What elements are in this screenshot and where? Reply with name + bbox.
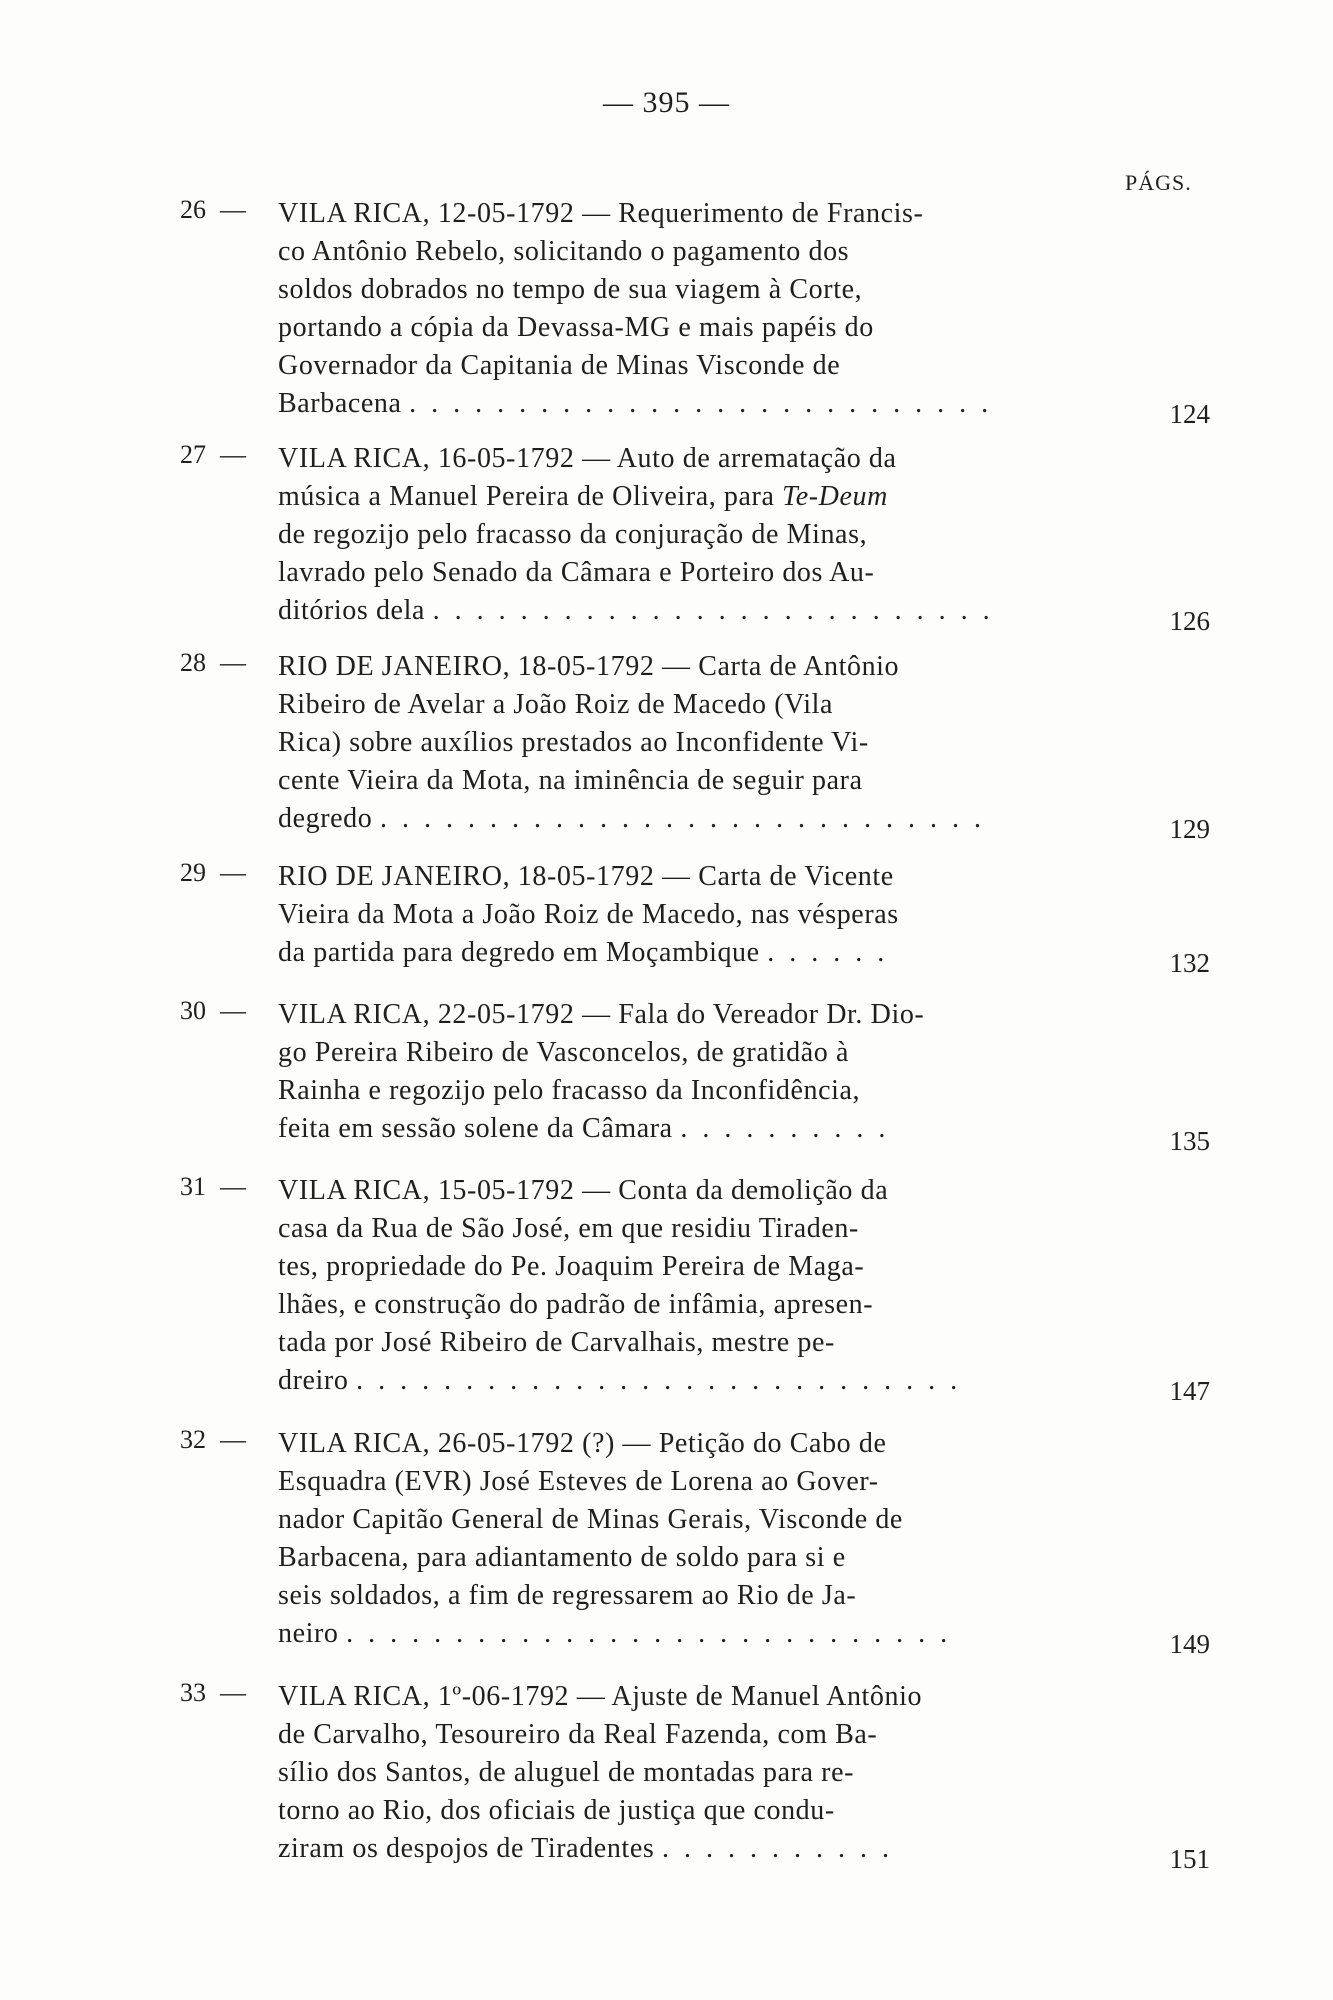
entry-line: Barbacena, para adiantamento de soldo para si e [278, 1542, 846, 1573]
entry-number: 33 [180, 1678, 206, 1707]
entry-page-number: 132 [1169, 948, 1210, 978]
entry-line: tada por José Ribeiro de Carvalhais, mestre pe- [278, 1327, 835, 1358]
entry-number: 32 [180, 1425, 206, 1454]
entry-description [278, 996, 1058, 1148]
entry-line: Vieira da Mota a João Roiz de Macedo, nas vésperas [278, 899, 899, 930]
entry-line: cente Vieira da Mota, na iminência de seguir para [278, 765, 863, 796]
entry-dash: — [220, 1172, 246, 1201]
leader-dots: . . . . . . . . . . . . . . . . . . . . . . . . . . . . [380, 803, 985, 834]
entry-line: Rainha e regozijo pelo fracasso da Inconfidência, [278, 1075, 861, 1106]
entry-page-number: 149 [1169, 1629, 1210, 1659]
entry-dash: — [220, 996, 246, 1025]
toc-entry [170, 195, 1210, 429]
pages-column-heading: PÁGS. [1125, 170, 1192, 195]
entry-line: de regozijo pelo fracasso da conjuração de Minas, [278, 519, 868, 550]
toc-entry [170, 1425, 1210, 1659]
leader-dots: . . . . . . . . . . . . . . . . . . . . . . . . . . . . [346, 1618, 952, 1649]
entry-dash: — [220, 858, 246, 887]
page-number: — 395 — [603, 86, 730, 119]
entry-line: Ribeiro de Avelar a João Roiz de Macedo (Vila [278, 689, 834, 720]
entry-page-number: 151 [1169, 1844, 1210, 1874]
entry-line: Rica) sobre auxílios prestados ao Inconfidente Vi- [278, 727, 869, 758]
entry-line: lhães, e construção do padrão de infâmia, apresen- [278, 1289, 874, 1320]
entry-number: 26 [180, 195, 206, 224]
entry-line: VILA RICA, 12-05-1792 — Requerimento de Francis- [278, 198, 924, 229]
entry-line: nador Capitão General de Minas Gerais, Visconde de [278, 1504, 903, 1535]
entry-description [278, 1172, 1058, 1400]
entry-line: RIO DE JANEIRO, 18-05-1792 — Carta de Vicente [278, 861, 894, 892]
entry-line-text: música a Manuel Pereira de Oliveira, para [278, 481, 783, 512]
entry-line: de Carvalho, Tesoureiro da Real Fazenda, com Ba- [278, 1719, 878, 1750]
entry-line: portando a cópia da Devassa-MG e mais papéis do [278, 312, 874, 343]
entry-description [278, 1678, 1058, 1868]
toc-entry [170, 996, 1210, 1156]
entry-line: co Antônio Rebelo, solicitando o pagamento dos [278, 236, 850, 267]
entry-line: RIO DE JANEIRO, 18-05-1792 — Carta de Antônio [278, 651, 900, 682]
toc-entry [170, 1172, 1210, 1406]
entry-page-number: 135 [1169, 1126, 1210, 1156]
entry-dash: — [220, 1425, 246, 1454]
entry-line: VILA RICA, 1º-06-1792 — Ajuste de Manuel Antônio [278, 1681, 923, 1712]
toc-entry [170, 1678, 1210, 1874]
entry-number: 30 [180, 996, 206, 1025]
entry-line: seis soldados, a fim de regressarem ao Rio de Ja- [278, 1580, 857, 1611]
entry-last-line: feita em sessão solene da Câmara [278, 1113, 673, 1144]
entry-description [278, 440, 1058, 630]
entry-line: casa da Rua de São José, em que residiu Tiraden- [278, 1213, 859, 1244]
entry-line: VILA RICA, 16-05-1792 — Auto de arrematação da [278, 443, 897, 474]
entry-line: sílio dos Santos, de aluguel de montadas para re- [278, 1757, 855, 1788]
entry-number: 27 [180, 440, 206, 469]
entry-dash: — [220, 195, 246, 224]
entry-last-line: ditórios dela [278, 595, 425, 626]
leader-dots: . . . . . . . . . . . . . . . . . . . . . . . . . . [432, 595, 994, 626]
entry-page-number: 129 [1169, 814, 1210, 844]
entry-line: go Pereira Ribeiro de Vasconcelos, de gratidão à [278, 1037, 849, 1068]
toc-entry [170, 648, 1210, 844]
leader-dots: . . . . . . . . . . . . . . . . . . . . . . . . . . . [409, 388, 993, 419]
entry-line: soldos dobrados no tempo de sua viagem à Corte, [278, 274, 863, 305]
leader-dots: . . . . . . . . . . [680, 1113, 890, 1144]
entry-page-number: 147 [1169, 1376, 1210, 1406]
entry-last-line: degredo [278, 803, 373, 834]
entry-dash: — [220, 1678, 246, 1707]
entry-last-line: da partida para degredo em Moçambique [278, 937, 760, 968]
entry-line: lavrado pelo Senado da Câmara e Porteiro dos Au- [278, 557, 875, 588]
leader-dots: . . . . . . . . . . . . . . . . . . . . . . . . . . . . [356, 1365, 962, 1396]
entry-dash: — [220, 648, 246, 677]
entry-description [278, 858, 1058, 972]
entry-page-number: 124 [1169, 399, 1210, 429]
entry-description [278, 1425, 1058, 1653]
entry-last-line: ziram os despojos de Tiradentes [278, 1833, 655, 1864]
entry-number: 31 [180, 1172, 206, 1201]
entry-line: tes, propriedade do Pe. Joaquim Pereira de Maga- [278, 1251, 865, 1282]
entry-line: torno ao Rio, dos oficiais de justiça que condu- [278, 1795, 835, 1826]
entry-number: 29 [180, 858, 206, 887]
entry-last-line: neiro [278, 1618, 339, 1649]
entry-description [278, 648, 1058, 838]
entry-dash: — [220, 440, 246, 469]
toc-entry [170, 440, 1210, 636]
leader-dots: . . . . . . . . . . . [661, 1833, 893, 1864]
entry-line: VILA RICA, 15-05-1792 — Conta da demolição da [278, 1175, 889, 1206]
entry-number: 28 [180, 648, 206, 677]
entry-line: VILA RICA, 22-05-1792 — Fala do Vereador Dr. Dio- [278, 999, 925, 1030]
entry-line: Esquadra (EVR) José Esteves de Lorena ao Gover- [278, 1466, 879, 1497]
entry-last-line: Barbacena [278, 388, 402, 419]
toc-entry [170, 858, 1210, 978]
leader-dots: . . . . . . [767, 937, 889, 968]
entry-last-line: dreiro [278, 1365, 349, 1396]
entry-description [278, 195, 1058, 423]
entry-line: Governador da Capitania de Minas Visconde de [278, 350, 841, 381]
entry-line: VILA RICA, 26-05-1792 (?) — Petição do Cabo de [278, 1428, 887, 1459]
entry-page-number: 126 [1169, 606, 1210, 636]
entry-italic-text: Te-Deum [782, 481, 888, 512]
